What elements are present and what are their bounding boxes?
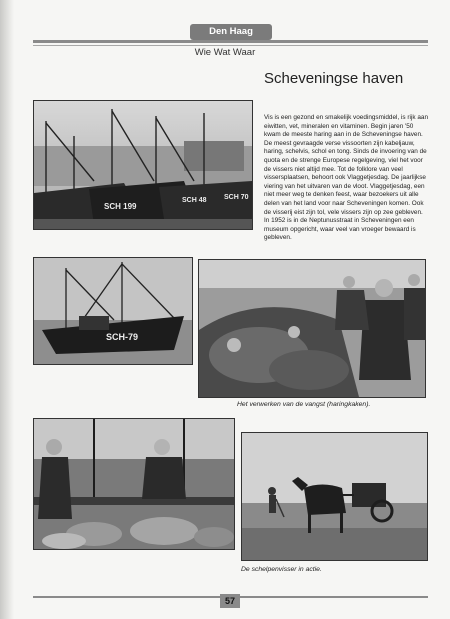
- fisherman-baskets-photo: [33, 418, 235, 550]
- trawler-label: SCH-79: [106, 332, 139, 342]
- shellfish-fisher-photo: [241, 432, 428, 561]
- harbor-boat-label: SCH 48: [182, 197, 207, 204]
- trawler-photo: [33, 257, 193, 365]
- header-rule: [33, 40, 428, 43]
- herring-caption: Het verwerken van de vangst (haringkaken).: [237, 401, 371, 408]
- section-subtitle: Wie Wat Waar: [194, 47, 256, 58]
- harbor-photo: [33, 100, 253, 230]
- header-rule-thin: [33, 45, 428, 46]
- harbor-boat-label: SCH 70: [224, 194, 249, 201]
- page-number: 57: [220, 594, 240, 608]
- shellfish-caption: De schelpenvisser in actie.: [241, 566, 322, 573]
- harbor-boat-label: SCH 199: [104, 202, 137, 211]
- page-binding-shadow: [0, 0, 14, 619]
- article-body: Vis is een gezond en smakelijk voedingsmiddel, is rijk aan eiwitten, vet, mineralen en vitaminen. Begin jaren '50 kwam de meeste haring aan in de Scheveningse haven. De meest gevraagde verse vissoorten zijn kabeljauw, haring, schelvis, schol en tong. Sinds de invoering van de quota en de strenge Europese regelgeving, viel het voor de vissers niet altijd mee. Tot de folklore van veel vissersplaatsen, behoort ook Vlaggetjesdag. De jaarlijkse viering van het uitvaren van de vloot. Vlaggetjesdag, een niet meer weg te denken feest, waar bezoekers uit alle delen van het land voor naar Scheveningen komen. Ook de visserij eist zijn tol, vele vissers zijn op zee gebleven. In 1952 is in de Neptunusstraat in Scheveningen een museum opgericht, waar veel van vroeger bewaard is gebleven.: [264, 114, 428, 242]
- herring-processing-photo: [198, 259, 426, 398]
- article-title: Scheveningse haven: [264, 70, 404, 87]
- section-tab: Den Haag: [190, 24, 272, 40]
